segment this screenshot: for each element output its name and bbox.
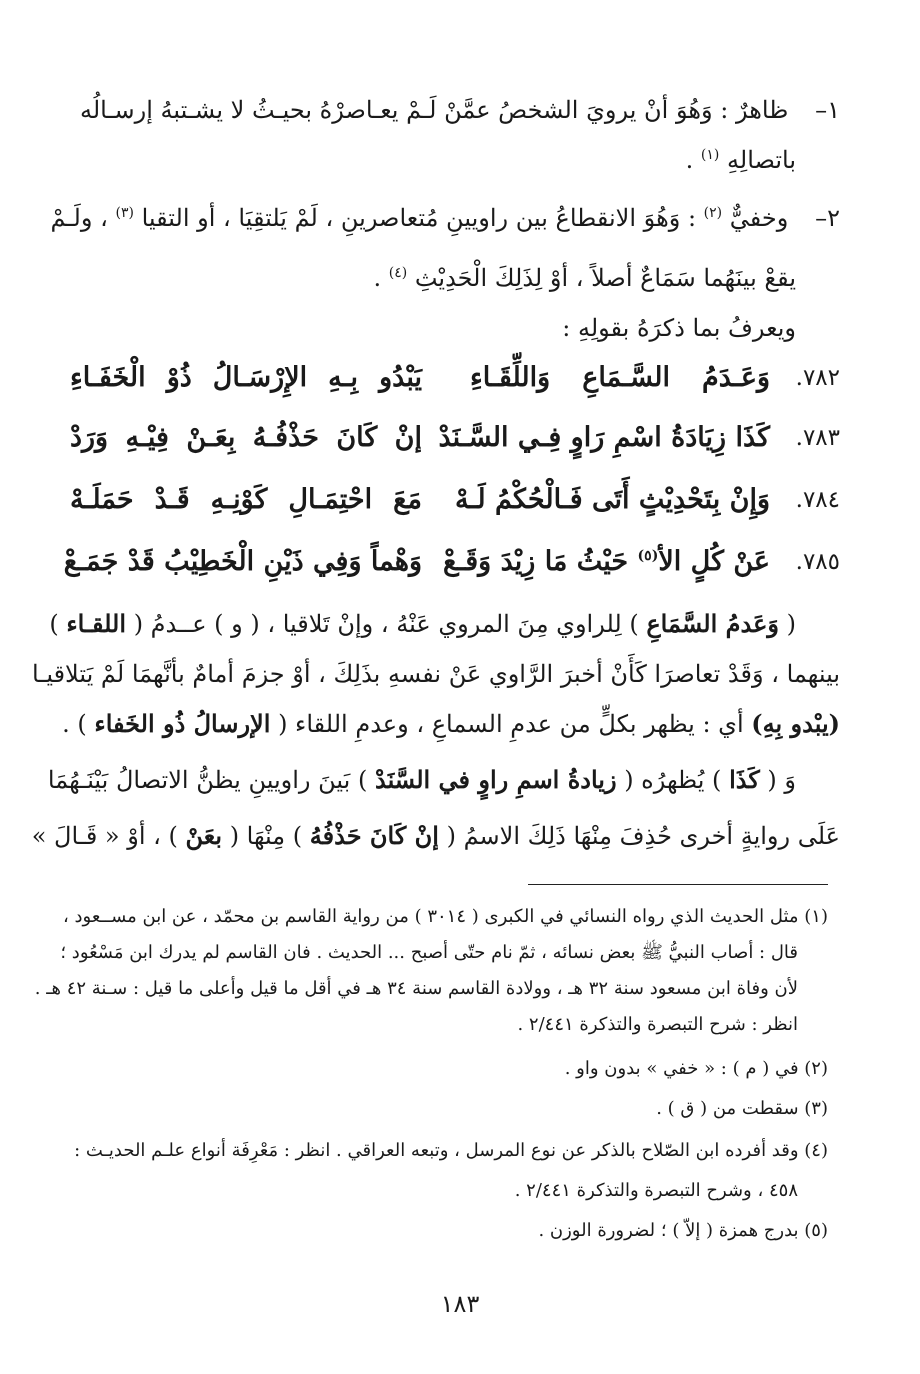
item2-text: : وَهُوَ الانقطاعُ بين راويينِ مُتعاصرينِ ، لَمْ يَلتقِيَا ، أو التقيا — [141, 204, 697, 232]
footnote-ref-4: (٤) — [388, 265, 408, 281]
item2-line2 — [80, 258, 796, 298]
bold-term: اللقـاء — [66, 609, 127, 638]
verse-second-hemistich: مَعَ احْتِمَـالِ كَوْنِـهِ قَـدْ حَمَلَـهْ — [70, 484, 422, 515]
footnote-4-line1: (٤) وقد أفرده ابن الصّلاح بالذكر عن نوع المرسل ، وتبعه العراقي . انظر : مَعْرِفَة أنواع علـم الحديـث : — [74, 1140, 828, 1161]
footnote-4-line2: ٤٥٨ ، وشرح التبصرة والتذكرة ٢/٤٤١ . — [514, 1180, 798, 1201]
item2-text-end: ، ولَـمْ — [50, 204, 108, 232]
item1-number: ١– — [815, 96, 840, 124]
commentary-text: عَلَى روايةٍ أخرى حُذِفَ مِنْهَا ذَلِكَ الاسمُ ( — [446, 822, 840, 850]
commentary-line5 — [31, 816, 840, 856]
footnote-1-line2: قال : أصاب النبيُّ ﷺ بعض نسائه ، ثمّ نام حتّى أصبح ... الحديث . فان القاسم لم يدرك ابن مَسْعُود ؛ — [60, 942, 798, 963]
footnote-1-line3: لأن وفاة ابن مسعود سنة ٣٢ هـ ، وولادة القاسم سنة ٣٤ هـ في أقل ما قيل وأعلى ما قيل : سـنة ٤٢ هـ . — [34, 978, 798, 999]
verse-first-hemistich: وَإِنْ بِتَحْدِيْثٍ أَتَى فَـالْحُكْمُ لَـهْ — [455, 484, 770, 515]
footnote-1-line4: انظر : شرح التبصرة والتذكرة ٢/٤٤١ . — [517, 1014, 798, 1035]
commentary-text: ) يُظهرُه ( — [624, 766, 722, 794]
bold-term: الإرسالُ ذُو الخَفاء — [94, 709, 271, 738]
verse-number: ٧٨٣. — [795, 425, 840, 451]
verse-text: حَيْثُ مَا زِيْدَ وَقَـعْ — [442, 546, 629, 577]
paren: ( — [786, 610, 796, 638]
footnote-5: (٥) بدرج همزة ( إلاّ ) ؛ لضرورة الوزن . — [538, 1220, 828, 1241]
bold-term: (يبْدو بِهِ) — [751, 709, 840, 738]
verses-intro: ويعرفُ بما ذكرَهُ بقولِهِ : — [562, 314, 796, 342]
bold-term: زيادةُ اسمِ راوٍ في السَّنَدْ — [374, 765, 617, 794]
footnote-ref-5: (٥) — [637, 548, 659, 564]
commentary-text: ) بَينَ راويينِ يظنُّ الاتصالُ بَيْنَـهُمَا — [47, 766, 368, 794]
commentary-line3 — [62, 704, 840, 744]
item2-number: ٢– — [815, 204, 840, 232]
item1-text: ظاهرٌ : وَهُوَ أنْ يرويَ الشخصُ عمَّنْ لَـمْ يعـاصرْهُ بحيـثُ لا يشـتبهُ إرسـالُه — [80, 96, 789, 124]
item2-period: . — [373, 264, 382, 292]
commentary-text: ) . — [62, 710, 87, 738]
verse-784 — [70, 476, 840, 524]
verse-second-hemistich: إنْ كَانَ حَذْفُـهُ بِعَـنْ فِيْـهِ وَرَدْ — [70, 422, 422, 453]
bold-term: كَذَا — [729, 765, 760, 794]
bold-term: وَعَدمُ السَّمَاعِ — [646, 609, 779, 638]
item1-period: . — [685, 146, 694, 174]
verse-number: ٧٨٢. — [795, 365, 840, 391]
item2-word: وخفيٌّ — [729, 204, 789, 232]
footnote-1-line1: (١) مثل الحديث الذي رواه النسائي في الكبرى ( ٣٠١٤ ) من رواية القاسم بن محمّد ، عن ابن مســعود ، — [63, 906, 828, 927]
footnote-separator — [528, 884, 828, 885]
bold-term: إنْ كَانَ حَذْفُهُ — [309, 821, 439, 850]
commentary-line2: بينهما ، وَقَدْ تعاصرَا كَأَنْ أخبرَ الرَّاوي عَنْ نفسهِ بذَلِكَ ، أوْ جزمَ أمامٌ بأنَّهمَا لَمْ يَتلاقيـا — [31, 660, 840, 688]
commentary-text: أي : يظهر بكلٍّ من عدمِ السماعِ ، وعدمِ اللقاء ( — [278, 710, 744, 738]
verse-783 — [70, 414, 840, 462]
commentary-text: ) مِنْهَا ( — [229, 822, 303, 850]
item1-text-cont: باتصالِهِ — [727, 146, 796, 174]
verse-second-hemistich: يَبْدُو بِـهِ الإِرْسَـالُ ذُوْ الْخَفَـاءِ — [70, 362, 422, 393]
item1-line2 — [80, 140, 796, 180]
paren: ) — [49, 610, 59, 638]
footnote-2: (٢) في ( م ) : « خفي » بدون واو . — [564, 1058, 828, 1079]
footnote-3: (٣) سقطت من ( ق ) . — [656, 1098, 828, 1119]
footnote-ref-1: (١) — [700, 147, 720, 163]
verse-first-hemistich: وَعَـدَمُ السَّـمَاعِ وَاللِّقَـاءِ — [470, 362, 770, 393]
commentary-text: وَ ( — [767, 766, 796, 794]
commentary-line1 — [49, 604, 796, 644]
commentary-text: ) لِلراوي مِنَ المروي عَنْهُ ، وإنْ تَلاقيا ، ( و ) عــدمُ ( — [133, 610, 639, 638]
verse-785 — [63, 538, 840, 586]
item2-line1 — [50, 198, 840, 238]
verse-text: عَنْ كُلٍ الأ — [658, 546, 770, 577]
verse-number: ٧٨٤. — [795, 487, 840, 513]
bold-term: بعَنْ — [185, 821, 223, 850]
item2-text-cont: يقعْ بينَهُما سَمَاعٌ أصلاً ، أوْ لِذَلِكَ الْحَدِيْثِ — [414, 264, 796, 292]
verse-number: ٧٨٥. — [795, 549, 840, 575]
verse-second-hemistich: وَهْماً وَفِي ذَيْنِ الْخَطِيْبُ قَدْ جَمَـعْ — [63, 546, 422, 577]
commentary-line4 — [47, 760, 796, 800]
verse-first-hemistich — [442, 538, 770, 586]
verse-782 — [70, 354, 840, 402]
commentary-text: ) ، أوْ « قَـالَ » — [31, 822, 178, 850]
page-number: ١٨٣ — [440, 1290, 480, 1318]
footnote-ref-2: (٢) — [703, 205, 723, 221]
verse-first-hemistich: كَذَا زِيَادَةُ اسْمِ رَاوٍ فِـي السَّـنَدْ — [438, 422, 770, 453]
footnote-ref-3: (٣) — [115, 205, 134, 221]
item1-line1 — [80, 90, 840, 130]
